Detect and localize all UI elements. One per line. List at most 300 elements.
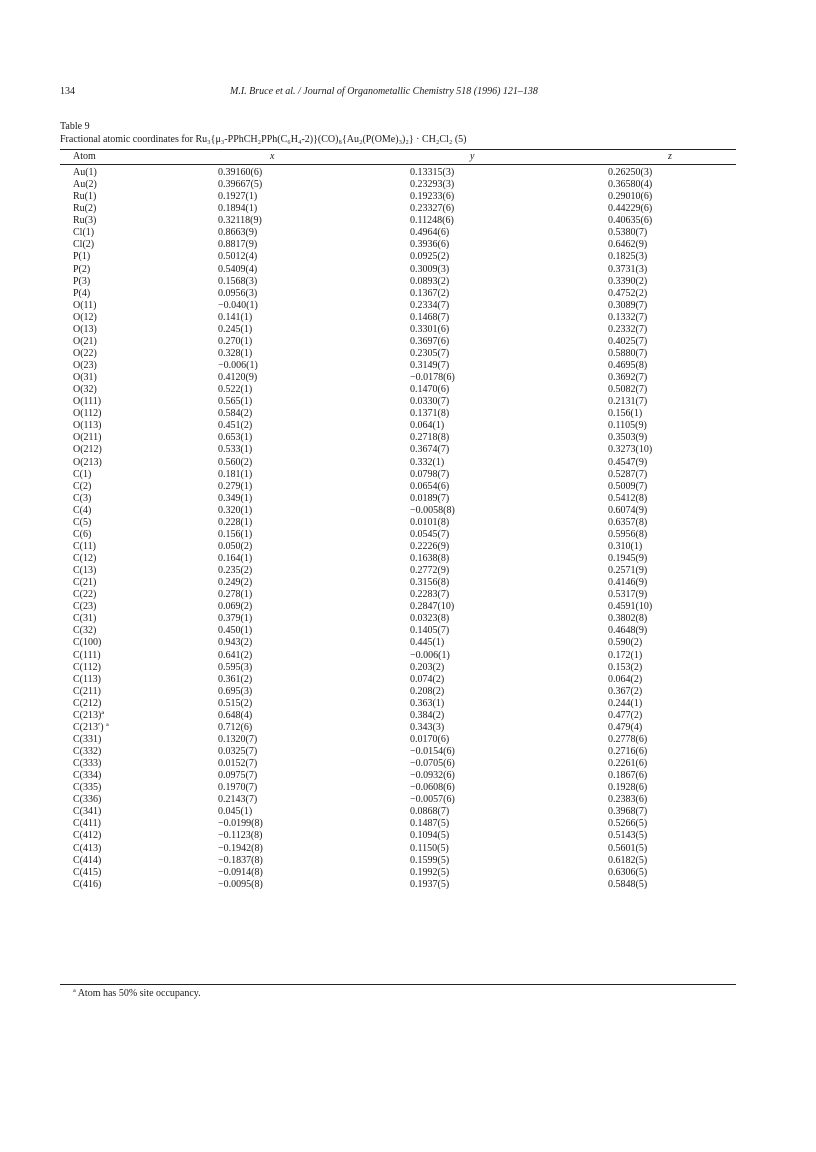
y-cell: 0.445(1): [410, 637, 445, 649]
table-row: [60, 806, 736, 818]
x-cell: 0.045(1): [218, 806, 253, 818]
atom-cell: C(1): [73, 468, 92, 480]
atom-cell: C(211): [73, 685, 101, 697]
x-cell: 0.1894(1): [218, 203, 258, 215]
table-row: [60, 867, 736, 879]
z-cell: 0.1945(9): [608, 553, 648, 564]
table-row: [60, 879, 736, 891]
y-cell: 0.064(1): [410, 420, 445, 432]
atom-cell: C(5): [73, 516, 92, 528]
z-cell: 0.2332(7): [608, 323, 648, 335]
y-cell: −0.0154(6): [410, 746, 455, 757]
table-row: [60, 662, 736, 674]
y-cell: 0.1992(5): [410, 866, 450, 878]
table-row: [60, 818, 736, 830]
x-cell: 0.522(1): [218, 384, 253, 396]
atom-cell: P(3): [73, 275, 91, 287]
table-row: [60, 420, 736, 432]
x-cell: 0.361(2): [218, 673, 253, 685]
atom-cell: C(2): [73, 480, 92, 492]
y-cell: 0.0868(7): [410, 806, 450, 818]
x-cell: 0.648(4): [218, 709, 253, 721]
y-cell: 0.1150(5): [410, 842, 449, 854]
z-cell: 0.3273(10): [608, 444, 653, 456]
x-cell: 0.235(2): [218, 565, 253, 577]
table-row: [60, 239, 736, 251]
column-header-y: y: [470, 151, 475, 162]
atom-cell: O(211): [73, 432, 102, 444]
atom-cell: O(13): [73, 323, 97, 335]
y-cell: 0.1367(2): [410, 287, 450, 299]
y-cell: 0.0654(6): [410, 480, 450, 492]
z-cell: 0.3692(7): [608, 372, 648, 384]
running-head: M.I. Bruce et al. / Journal of Organometallic Chemistry 518 (1996) 121–138: [230, 86, 538, 97]
z-cell: 0.244(1): [608, 697, 643, 709]
coordinates-table-body: [60, 167, 736, 891]
table-row: [60, 710, 736, 722]
atom-cell: P(4): [73, 287, 91, 299]
y-cell: 0.11248(6): [410, 215, 454, 227]
atom-cell: C(416): [73, 878, 102, 890]
table-row: [60, 698, 736, 710]
atom-cell: O(23): [73, 360, 97, 371]
z-cell: 0.3390(2): [608, 275, 648, 287]
atom-cell: O(111): [73, 396, 102, 408]
z-cell: 0.44229(6): [608, 203, 653, 215]
z-cell: 0.5082(7): [608, 384, 648, 396]
atom-cell: C(22): [73, 589, 97, 601]
z-cell: 0.1825(3): [608, 251, 648, 263]
table-row: [60, 770, 736, 782]
x-cell: 0.8817(9): [218, 239, 258, 251]
y-cell: 0.0189(7): [410, 492, 450, 504]
y-cell: 0.2772(9): [410, 565, 450, 577]
page-number: 134: [60, 86, 75, 97]
table-row: [60, 264, 736, 276]
table-row: [60, 625, 736, 637]
atom-cell: O(212): [73, 444, 102, 456]
z-cell: 0.2716(6): [608, 746, 648, 757]
atom-cell: C(413): [73, 842, 102, 854]
table-row: [60, 517, 736, 529]
x-cell: 0.228(1): [218, 516, 253, 528]
y-cell: 0.19233(6): [410, 191, 455, 203]
z-cell: 0.6182(5): [608, 854, 648, 866]
x-cell: −0.1837(8): [218, 854, 263, 866]
x-cell: 0.641(2): [218, 649, 253, 661]
z-cell: 0.2778(6): [608, 733, 648, 745]
atom-cell: Cl(1): [73, 227, 95, 239]
atom-cell: O(213): [73, 456, 102, 468]
table-row: [60, 674, 736, 686]
x-cell: 0.2143(7): [218, 794, 258, 806]
y-cell: 0.0323(8): [410, 613, 450, 625]
x-cell: −0.0095(8): [218, 878, 263, 890]
y-cell: 0.3149(7): [410, 360, 450, 371]
y-cell: −0.0058(8): [410, 504, 455, 516]
z-cell: 0.6357(8): [608, 516, 648, 528]
y-cell: 0.2283(7): [410, 589, 450, 601]
table-row: [60, 481, 736, 493]
x-cell: 0.5409(4): [218, 263, 258, 275]
atom-cell: P(2): [73, 263, 91, 275]
atom-cell: C(341): [73, 806, 102, 818]
z-cell: 0.3802(8): [608, 613, 648, 625]
y-cell: −0.0057(6): [410, 794, 455, 806]
x-cell: 0.39667(5): [218, 179, 263, 191]
z-cell: 0.29010(6): [608, 191, 653, 203]
atom-cell: Ru(1): [73, 191, 97, 203]
y-cell: 0.3156(8): [410, 577, 450, 589]
atom-cell: O(21): [73, 335, 97, 347]
z-cell: 0.1105(9): [608, 420, 647, 432]
table-row: [60, 288, 736, 300]
y-cell: 0.1937(5): [410, 878, 450, 890]
z-cell: 0.1332(7): [608, 311, 648, 323]
z-cell: 0.5601(5): [608, 842, 648, 854]
atom-cell: Ru(2): [73, 203, 97, 215]
atom-cell: C(111): [73, 649, 101, 661]
z-cell: 0.3089(7): [608, 299, 648, 311]
y-cell: −0.0705(6): [410, 758, 455, 770]
x-cell: 0.39160(6): [218, 167, 263, 178]
y-cell: 0.23327(6): [410, 203, 455, 215]
y-cell: 0.0170(6): [410, 733, 450, 745]
column-header-x: x: [270, 151, 275, 162]
x-cell: 0.565(1): [218, 396, 253, 408]
y-cell: 0.13315(3): [410, 167, 455, 178]
x-cell: 0.0956(3): [218, 287, 258, 299]
x-cell: 0.181(1): [218, 468, 253, 480]
y-cell: 0.1094(5): [410, 830, 450, 842]
table-row: [60, 324, 736, 336]
x-cell: −0.040(1): [218, 299, 258, 311]
x-cell: −0.006(1): [218, 360, 258, 371]
column-header-z: z: [668, 151, 672, 162]
z-cell: 0.5412(8): [608, 492, 648, 504]
table-row: [60, 553, 736, 565]
x-cell: 0.653(1): [218, 432, 253, 444]
y-cell: 0.1468(7): [410, 311, 450, 323]
y-cell: 0.23293(3): [410, 179, 455, 191]
x-cell: 0.320(1): [218, 504, 253, 516]
z-cell: 0.5880(7): [608, 347, 648, 359]
x-cell: 0.584(2): [218, 408, 253, 420]
table-row: [60, 722, 736, 734]
z-cell: 0.4752(2): [608, 287, 648, 299]
z-cell: 0.3503(9): [608, 432, 648, 444]
y-cell: 0.0545(7): [410, 528, 450, 540]
table-row: [60, 300, 736, 312]
table-row: [60, 843, 736, 855]
atom-cell: C(331): [73, 733, 102, 745]
z-cell: 0.153(2): [608, 661, 643, 673]
atom-cell: C(31): [73, 613, 97, 625]
atom-cell: C(21): [73, 577, 97, 589]
z-cell: 0.590(2): [608, 637, 643, 649]
table-row: [60, 613, 736, 625]
atom-cell: O(112): [73, 408, 102, 420]
table-row: [60, 686, 736, 698]
y-cell: 0.3936(6): [410, 239, 450, 251]
x-cell: 0.712(6): [218, 721, 253, 733]
x-cell: 0.32118(9): [218, 215, 262, 227]
x-cell: 0.328(1): [218, 347, 253, 359]
table-row: [60, 529, 736, 541]
x-cell: 0.0975(7): [218, 770, 258, 782]
table-row: [60, 444, 736, 456]
atom-cell: C(100): [73, 637, 102, 649]
atom-cell: C(13): [73, 565, 97, 577]
z-cell: 0.4648(9): [608, 625, 648, 637]
z-cell: 0.5143(5): [608, 830, 648, 842]
atom-cell: C(411): [73, 818, 101, 830]
z-cell: 0.40635(6): [608, 215, 653, 227]
y-cell: −0.0608(6): [410, 782, 455, 794]
z-cell: 0.5380(7): [608, 227, 648, 239]
z-cell: 0.1867(6): [608, 770, 648, 782]
z-cell: 0.6462(9): [608, 239, 648, 251]
atom-cell: Au(2): [73, 179, 97, 191]
x-cell: −0.1942(8): [218, 842, 263, 854]
x-cell: 0.349(1): [218, 492, 253, 504]
table-row: [60, 227, 736, 239]
y-cell: 0.1405(7): [410, 625, 450, 637]
z-cell: 0.310(1): [608, 540, 643, 552]
z-cell: 0.5266(5): [608, 818, 648, 830]
table-row: [60, 830, 736, 842]
x-cell: 0.450(1): [218, 625, 253, 637]
x-cell: −0.0199(8): [218, 818, 263, 830]
table-row: [60, 650, 736, 662]
z-cell: 0.6306(5): [608, 866, 648, 878]
y-cell: 0.0925(2): [410, 251, 450, 263]
table-row: [60, 360, 736, 372]
y-cell: −0.006(1): [410, 649, 450, 661]
x-cell: 0.515(2): [218, 697, 253, 709]
table-header-rule: [60, 164, 736, 165]
atom-cell: C(23): [73, 601, 97, 613]
x-cell: 0.1927(1): [218, 191, 258, 203]
x-cell: 0.0325(7): [218, 746, 258, 757]
x-cell: 0.5012(4): [218, 251, 258, 263]
atom-cell: Ru(3): [73, 215, 97, 227]
table-row: [60, 276, 736, 288]
atom-cell: O(22): [73, 347, 97, 359]
y-cell: 0.1638(8): [410, 553, 450, 564]
x-cell: 0.278(1): [218, 589, 253, 601]
x-cell: 0.560(2): [218, 456, 253, 468]
y-cell: 0.1371(8): [410, 408, 450, 420]
table-row: [60, 758, 736, 770]
atom-cell: Au(1): [73, 167, 97, 178]
y-cell: 0.0893(2): [410, 275, 450, 287]
table-row: [60, 191, 736, 203]
y-cell: 0.3009(3): [410, 263, 450, 275]
table-row: [60, 505, 736, 517]
z-cell: 0.4146(9): [608, 577, 648, 589]
table-row: [60, 637, 736, 649]
table-row: [60, 432, 736, 444]
y-cell: 0.2718(8): [410, 432, 450, 444]
z-cell: 0.2131(7): [608, 396, 648, 408]
z-cell: 0.479(4): [608, 721, 643, 733]
z-cell: 0.156(1): [608, 408, 643, 420]
table-row: [60, 794, 736, 806]
y-cell: −0.0178(6): [410, 372, 455, 384]
z-cell: 0.2261(6): [608, 758, 648, 770]
y-cell: 0.1470(6): [410, 384, 450, 396]
z-cell: 0.5317(9): [608, 589, 648, 601]
x-cell: 0.164(1): [218, 553, 253, 564]
y-cell: 0.1599(5): [410, 854, 450, 866]
y-cell: 0.384(2): [410, 709, 445, 721]
x-cell: 0.1568(3): [218, 275, 258, 287]
table-row: [60, 457, 736, 469]
atom-cell: C(212): [73, 697, 102, 709]
table-bottom-rule: [60, 984, 736, 985]
atom-cell: O(113): [73, 420, 102, 432]
x-cell: 0.943(2): [218, 637, 253, 649]
x-cell: 0.4120(9): [218, 372, 258, 384]
atom-cell: C(335): [73, 782, 102, 794]
z-cell: 0.172(1): [608, 649, 643, 661]
y-cell: 0.3697(6): [410, 335, 450, 347]
z-cell: 0.367(2): [608, 685, 643, 697]
y-cell: 0.2847(10): [410, 601, 455, 613]
atom-cell: C(414): [73, 854, 102, 866]
z-cell: 0.5009(7): [608, 480, 648, 492]
z-cell: 0.5848(5): [608, 878, 648, 890]
y-cell: 0.332(1): [410, 456, 445, 468]
table-row: [60, 469, 736, 481]
z-cell: 0.064(2): [608, 673, 643, 685]
x-cell: 0.141(1): [218, 311, 253, 323]
atom-cell: C(213′) ª: [73, 721, 109, 733]
atom-cell: O(12): [73, 311, 97, 323]
y-cell: 0.1487(5): [410, 818, 450, 830]
y-cell: 0.0330(7): [410, 396, 450, 408]
atom-cell: O(32): [73, 384, 97, 396]
x-cell: 0.8663(9): [218, 227, 258, 239]
table-row: [60, 589, 736, 601]
y-cell: 0.343(3): [410, 721, 445, 733]
z-cell: 0.4547(9): [608, 456, 648, 468]
y-cell: 0.2226(9): [410, 540, 450, 552]
atom-cell: C(334): [73, 770, 102, 782]
x-cell: −0.0914(8): [218, 866, 263, 878]
atom-cell: C(11): [73, 540, 96, 552]
z-cell: 0.6074(9): [608, 504, 648, 516]
table-row: [60, 336, 736, 348]
y-cell: 0.0101(8): [410, 516, 450, 528]
table-row: [60, 179, 736, 191]
page-header: [60, 86, 760, 100]
atom-cell: O(11): [73, 299, 97, 311]
atom-cell: C(113): [73, 673, 101, 685]
z-cell: 0.3968(7): [608, 806, 648, 818]
x-cell: 0.533(1): [218, 444, 253, 456]
table-row: [60, 312, 736, 324]
y-cell: 0.2305(7): [410, 347, 450, 359]
z-cell: 0.477(2): [608, 709, 643, 721]
atom-cell: C(4): [73, 504, 92, 516]
atom-cell: Cl(2): [73, 239, 95, 251]
z-cell: 0.5287(7): [608, 468, 648, 480]
table-row: [60, 601, 736, 613]
y-cell: 0.203(2): [410, 661, 445, 673]
x-cell: 0.249(2): [218, 577, 253, 589]
table-top-rule: [60, 149, 736, 150]
table-row: [60, 493, 736, 505]
atom-cell: C(415): [73, 866, 102, 878]
table-row: [60, 782, 736, 794]
x-cell: 0.156(1): [218, 528, 253, 540]
table-row: [60, 565, 736, 577]
table-row: [60, 348, 736, 360]
atom-cell: C(333): [73, 758, 102, 770]
atom-cell: C(6): [73, 528, 92, 540]
y-cell: 0.3301(6): [410, 323, 450, 335]
z-cell: 0.1928(6): [608, 782, 648, 794]
atom-cell: C(112): [73, 661, 101, 673]
atom-cell: O(31): [73, 372, 97, 384]
x-cell: 0.379(1): [218, 613, 253, 625]
y-cell: 0.0798(7): [410, 468, 450, 480]
y-cell: 0.4964(6): [410, 227, 450, 239]
atom-cell: C(412): [73, 830, 102, 842]
atom-cell: C(213)ª: [73, 709, 105, 721]
table-row: [60, 251, 736, 263]
y-cell: −0.0932(6): [410, 770, 455, 782]
y-cell: 0.074(2): [410, 673, 445, 685]
x-cell: 0.595(3): [218, 661, 253, 673]
table-row: [60, 384, 736, 396]
table-row: [60, 203, 736, 215]
x-cell: −0.1123(8): [218, 830, 263, 842]
table-footnote: ª Atom has 50% site occupancy.: [73, 988, 201, 999]
atom-cell: C(3): [73, 492, 92, 504]
atom-cell: C(32): [73, 625, 97, 637]
x-cell: 0.451(2): [218, 420, 253, 432]
atom-cell: P(1): [73, 251, 91, 263]
x-cell: 0.245(1): [218, 323, 253, 335]
z-cell: 0.2571(9): [608, 565, 648, 577]
column-header-atom: Atom: [73, 151, 96, 162]
z-cell: 0.2383(6): [608, 794, 648, 806]
x-cell: 0.279(1): [218, 480, 253, 492]
x-cell: 0.069(2): [218, 601, 253, 613]
table-label: Table 9: [60, 121, 90, 132]
table-row: [60, 372, 736, 384]
table-row: [60, 734, 736, 746]
z-cell: 0.3731(3): [608, 263, 648, 275]
y-cell: 0.363(1): [410, 697, 445, 709]
table-row: [60, 855, 736, 867]
x-cell: 0.0152(7): [218, 758, 258, 770]
y-cell: 0.2334(7): [410, 299, 450, 311]
table-row: [60, 541, 736, 553]
table-row: [60, 167, 736, 179]
table-caption: Fractional atomic coordinates for Ru₃{μ₃-PPhCH₂PPh(C₆H₄-2)}(CO)₈{Au₂(P(OMe)₃)₂} · CH₂Cl₂ (5): [60, 134, 467, 145]
z-cell: 0.36580(4): [608, 179, 653, 191]
z-cell: 0.4591(10): [608, 601, 653, 613]
z-cell: 0.26250(3): [608, 167, 653, 178]
atom-cell: C(332): [73, 746, 102, 757]
x-cell: 0.1970(7): [218, 782, 258, 794]
x-cell: 0.1320(7): [218, 733, 258, 745]
table-row: [60, 215, 736, 227]
